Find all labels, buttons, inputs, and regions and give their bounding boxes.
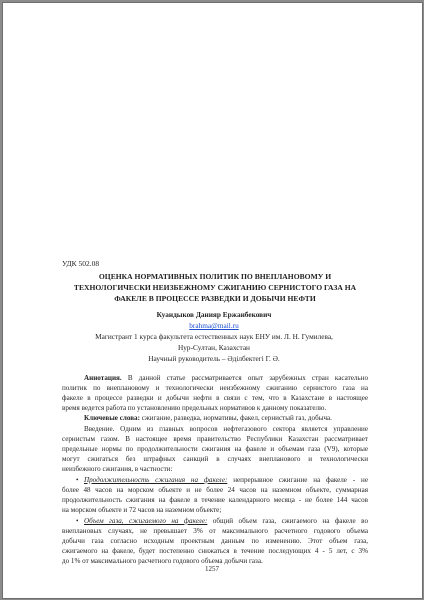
bullet-icon: • bbox=[76, 517, 79, 525]
author-affiliation: Магистрант 1 курса факультета естественных наук ЕНУ им. Л. Н. Гумилева, bbox=[95, 332, 333, 341]
abstract-line: политик по внеплановому и технологически неизбежному сжиганию сернистого газа на bbox=[62, 384, 368, 392]
bullet-2-first-text: общий объем газа, сжигаемого на факеле во bbox=[207, 517, 368, 525]
keywords-line bbox=[84, 415, 390, 422]
intro-line: могут сжигаться без штрафных санкций в случаях внепланового и технологически bbox=[62, 455, 368, 463]
intro-line: Введение. Одним из главных вопросов нефтегазового сектора является управление bbox=[84, 425, 368, 433]
bullet-1-first-text: непрерывное сжигание на факеле - не bbox=[227, 476, 368, 484]
paper-title-line-3: ФАКЕЛЕ В ПРОЦЕССЕ РАЗВЕДКИ И ДОБЫЧИ НЕФТИ bbox=[114, 294, 316, 303]
author-city: Нур-Султан, Казахстан bbox=[178, 343, 250, 352]
bullet-2-line: сжигаемого на факеле, будет постепенно снижаться в течение последующих 4 - 5 лет, с 3% bbox=[62, 547, 368, 555]
supervisor: Научный руководитель – Әділбектегі Г. Ә. bbox=[148, 354, 280, 363]
abstract-line: факеле в процессе разведки и добычи нефти в связи с тем, что в Казахстане в настоящее bbox=[62, 394, 368, 402]
author-email[interactable] bbox=[62, 322, 366, 329]
abstract-line: время ведется работа по установлению предельных нормативов к данному показателю. bbox=[62, 404, 327, 412]
bullet-2-line: добычи газа согласно исходным проектным данным по изменению. Этот объем газа, bbox=[62, 537, 368, 545]
bullet-2-line: внеплановых случаях, не превышает 3% от максимального расчетного годового объема bbox=[62, 527, 368, 535]
abstract-first-text: В данной статье рассматривается опыт зарубежных стран касательно bbox=[121, 374, 368, 382]
page-number: 1257 bbox=[205, 565, 219, 573]
keywords-text: сжигание, разведка, нормативы, факел, сернистый газ, добыча. bbox=[139, 414, 332, 422]
bullet-2-line: до 1% от максимального расчетного годового объема добычи газа. bbox=[62, 557, 263, 565]
author-name: Куандыков Данияр Ержанбекович bbox=[156, 310, 272, 319]
paper-title-line-2: ТЕХНОЛОГИЧЕСКИ НЕИЗБЕЖНОМУ СЖИГАНИЮ СЕРНИСТОГО ГАЗА НА bbox=[73, 283, 357, 292]
abstract-first-line bbox=[84, 375, 368, 382]
keywords-label: Ключевые слова: bbox=[84, 414, 140, 422]
abstract-label: Аннотация. bbox=[84, 374, 122, 382]
bullet-2-first-line bbox=[84, 518, 368, 525]
intro-line: сернистым газом. В настоящее время правительство Республики Казахстан рассматривает bbox=[62, 435, 368, 443]
udk-code: УДК 502.08 bbox=[62, 259, 100, 268]
bullet-1-line: продолжительность сжигания на факеле в течение календарного месяца - не более 144 часов bbox=[62, 496, 368, 504]
bullet-icon: • bbox=[76, 476, 79, 484]
bullet-1-line: на морском объекте и 72 часов на наземном объекте; bbox=[62, 506, 222, 514]
bullet-1-term: Продолжительность сжигания на факеле: bbox=[84, 476, 228, 484]
email-link[interactable]: brahma@mail.ru bbox=[189, 321, 239, 330]
intro-line: предельные нормы по продолжительности сжигания на факеле и объемам газа (V9), которые bbox=[62, 445, 368, 453]
bullet-1-line: более 48 часов на морском объекте и не более 24 часов на наземном объекте, суммарная bbox=[62, 486, 368, 494]
bullet-2-term: Объем газа, сжигаемого на факеле: bbox=[84, 517, 208, 525]
intro-line: неизбежного сжигания, в частности: bbox=[62, 465, 173, 473]
bullet-1-first-line bbox=[84, 477, 368, 484]
paper-title-line-1: ОЦЕНКА НОРМАТИВНЫХ ПОЛИТИК ПО ВНЕПЛАНОВОМУ И bbox=[98, 272, 332, 281]
